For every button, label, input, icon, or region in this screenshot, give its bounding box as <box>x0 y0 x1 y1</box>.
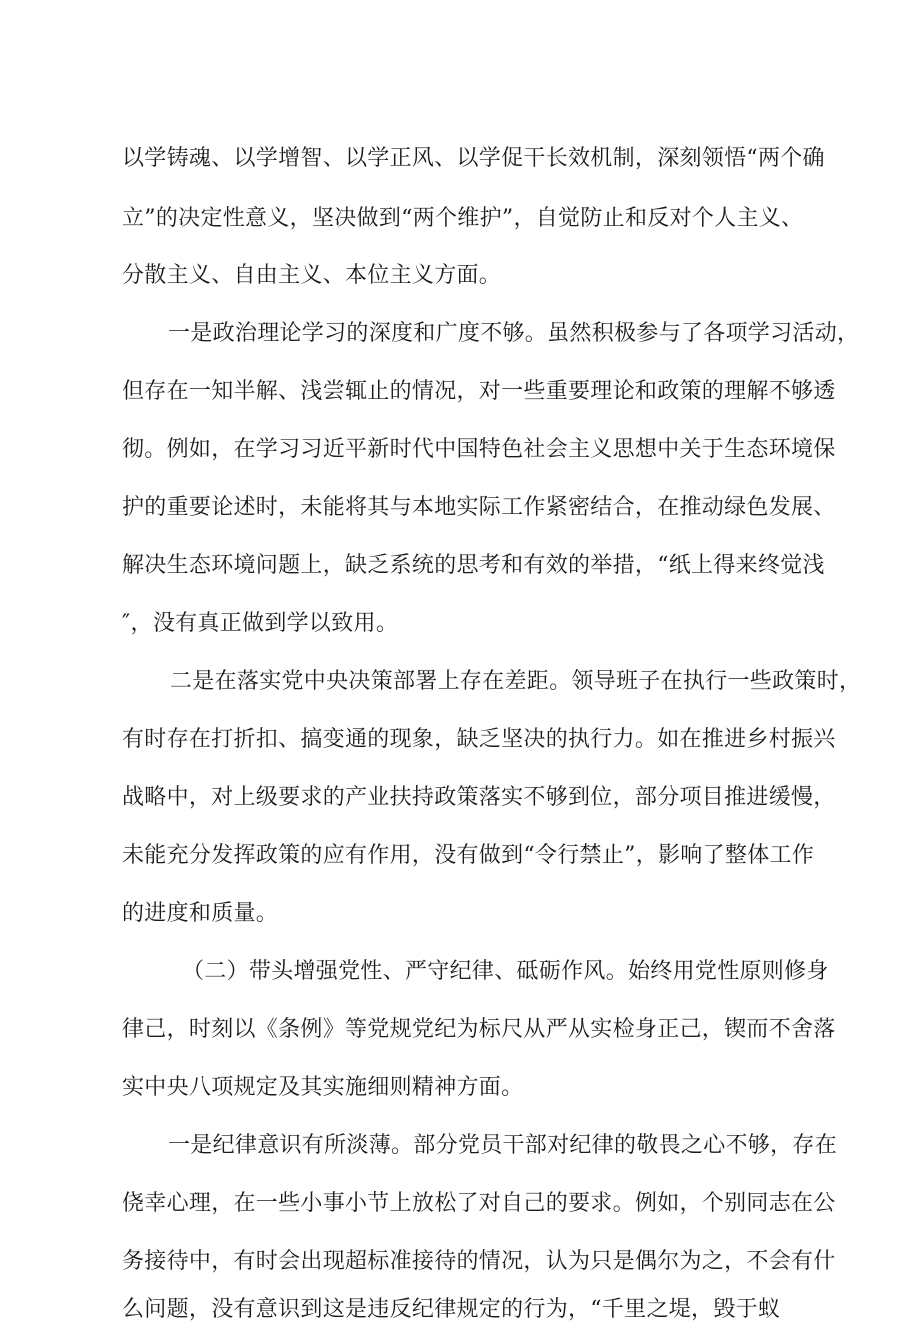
text-line: 立”的决定性意义，坚决做到“两个维护”，自觉防止和反对个人主义、 <box>122 206 804 231</box>
text-line: ″，没有真正做到学以致用。 <box>122 611 399 636</box>
text-line: 实中央八项规定及其实施细则精神方面。 <box>122 1075 524 1100</box>
text-line: 一是政治理论学习的深度和广度不够。虽然积极参与了各项学习活动， <box>168 321 860 346</box>
text-line: 未能充分发挥政策的应有作用，没有做到“令行禁止”，影响了整体工作 <box>122 843 815 868</box>
text-line: 解决生态环境问题上，缺乏系统的思考和有效的举措，“纸上得来终觉浅 <box>122 553 825 578</box>
text-line: 有时存在打折扣、搞变通的现象，缺乏坚决的执行力。如在推进乡村振兴 <box>122 727 836 752</box>
text-line: 二是在落实党中央决策部署上存在差距。领导班子在执行一些政策时， <box>170 669 862 694</box>
text-line: 彻。例如，在学习习近平新时代中国特色社会主义思想中关于生态环境保 <box>122 437 836 462</box>
text-line: 务接待中，有时会出现超标准接待的情况，认为只是偶尔为之，不会有什 <box>122 1249 836 1274</box>
text-line: 一是纪律意识有所淡薄。部分党员干部对纪律的敬畏之心不够，存在 <box>168 1133 838 1158</box>
text-line: 以学铸魂、以学增智、以学正风、以学促干长效机制，深刻领悟“两个确 <box>122 146 825 171</box>
section-heading-line: （二）带头增强党性、严守纪律、砥砺作风。始终用党性原则修身 <box>182 959 829 984</box>
text-line: 律己，时刻以《条例》等党规党纪为标尺从严从实检身正己，锲而不舍落 <box>122 1017 836 1042</box>
text-line: 分散主义、自由主义、本位主义方面。 <box>122 263 502 288</box>
text-line: 但存在一知半解、浅尝辄止的情况，对一些重要理论和政策的理解不够透 <box>122 379 836 404</box>
text-line: 么问题，没有意识到这是违反纪律规定的行为，“千里之堤，毁于蚁 <box>122 1297 781 1322</box>
text-line: 护的重要论述时，未能将其与本地实际工作紧密结合，在推动绿色发展、 <box>122 495 836 520</box>
text-line: 侥幸心理，在一些小事小节上放松了对自己的要求。例如，个别同志在公 <box>122 1191 836 1216</box>
text-line: 的进度和质量。 <box>122 901 279 926</box>
text-line: 战略中，对上级要求的产业扶持政策落实不够到位，部分项目推进缓慢， <box>122 785 836 810</box>
